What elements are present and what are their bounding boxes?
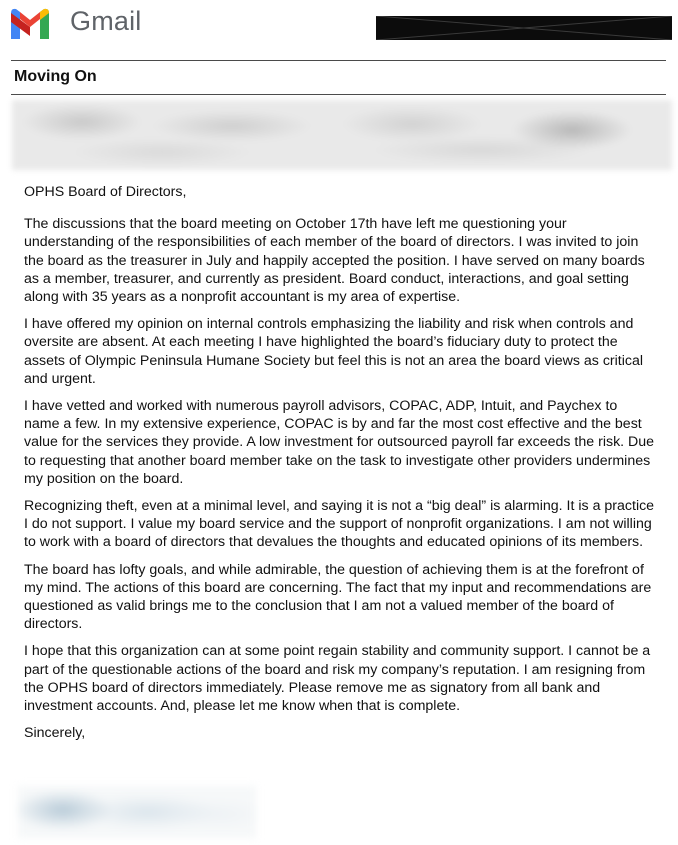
email-paragraph: I have offered my opinion on internal controls emphasizing the liability and risk when controls and oversite are absent. At each meeting I have highlighted the board’s fiduciary duty to protect the assets of Olympic Peninsula Humane Society but feel this is not an area the board views as critical and urgent. [24,316,644,387]
email-paragraph: I hope that this organization can at some point regain stability and community support. I cannot be a part of the questionable actions of the board and risk my company’s reputation. I am resigning from the OPHS board of directors immediately. Please remove me as signatory from all bank and investment accounts. And, please let me know when that is complete. [24,643,651,715]
redacted-signature [18,786,256,838]
email-greeting: OPHS Board of Directors, [24,184,187,200]
gmail-m-logo-icon [8,5,52,41]
redacted-sender-block [12,100,672,170]
gmail-header [0,0,678,50]
email-paragraph: Recognizing theft, even at a minimal level, and saying it is not a “big deal” is alarming. It is a practice I do not support. I value my board service and the support of nonprofit organizations. I am not willing to work with a board of directors that devalues the thoughts and educated opinions of its members. [24,498,655,551]
email-paragraph: The board has lofty goals, and while admirable, the question of achieving them is at the forefront of my mind. The actions of this board are concerning. The fact that my input and recommendations are questioned as valid brings me to the conclusion that I am not a valued member of the board of directors. [24,561,652,633]
subject-divider-bottom [11,94,666,95]
email-body [24,183,656,751]
email-paragraph: I have vetted and worked with numerous payroll advisors, COPAC, ADP, Intuit, and Paychex to name a few. In my extensive experience, COPAC is by and far the most cost effective and the best value for the services they provide. A low investment for outsourced payroll far exceeds the risk. Due to requesting that another board member take on the task to investigate other providers undermines my position on the board. [24,398,655,487]
email-paragraph: The discussions that the board meeting on October 17th have left me questioning your understanding of the responsibilities of each member of the board of directors. I was invited to join the board as the treasurer in July and happily accepted the position. I have served on many boards as a member, treasurer, and currently as president. Board conduct, interactions, and goal setting along with 35 years as a nonprofit accountant is my area of expertise. [24,216,645,306]
gmail-wordmark: Gmail [70,6,142,36]
subject-divider-top [11,60,666,61]
email-subject: Moving On [14,68,97,85]
redacted-account-bar [376,16,672,40]
email-closing: Sincerely, [24,725,86,742]
